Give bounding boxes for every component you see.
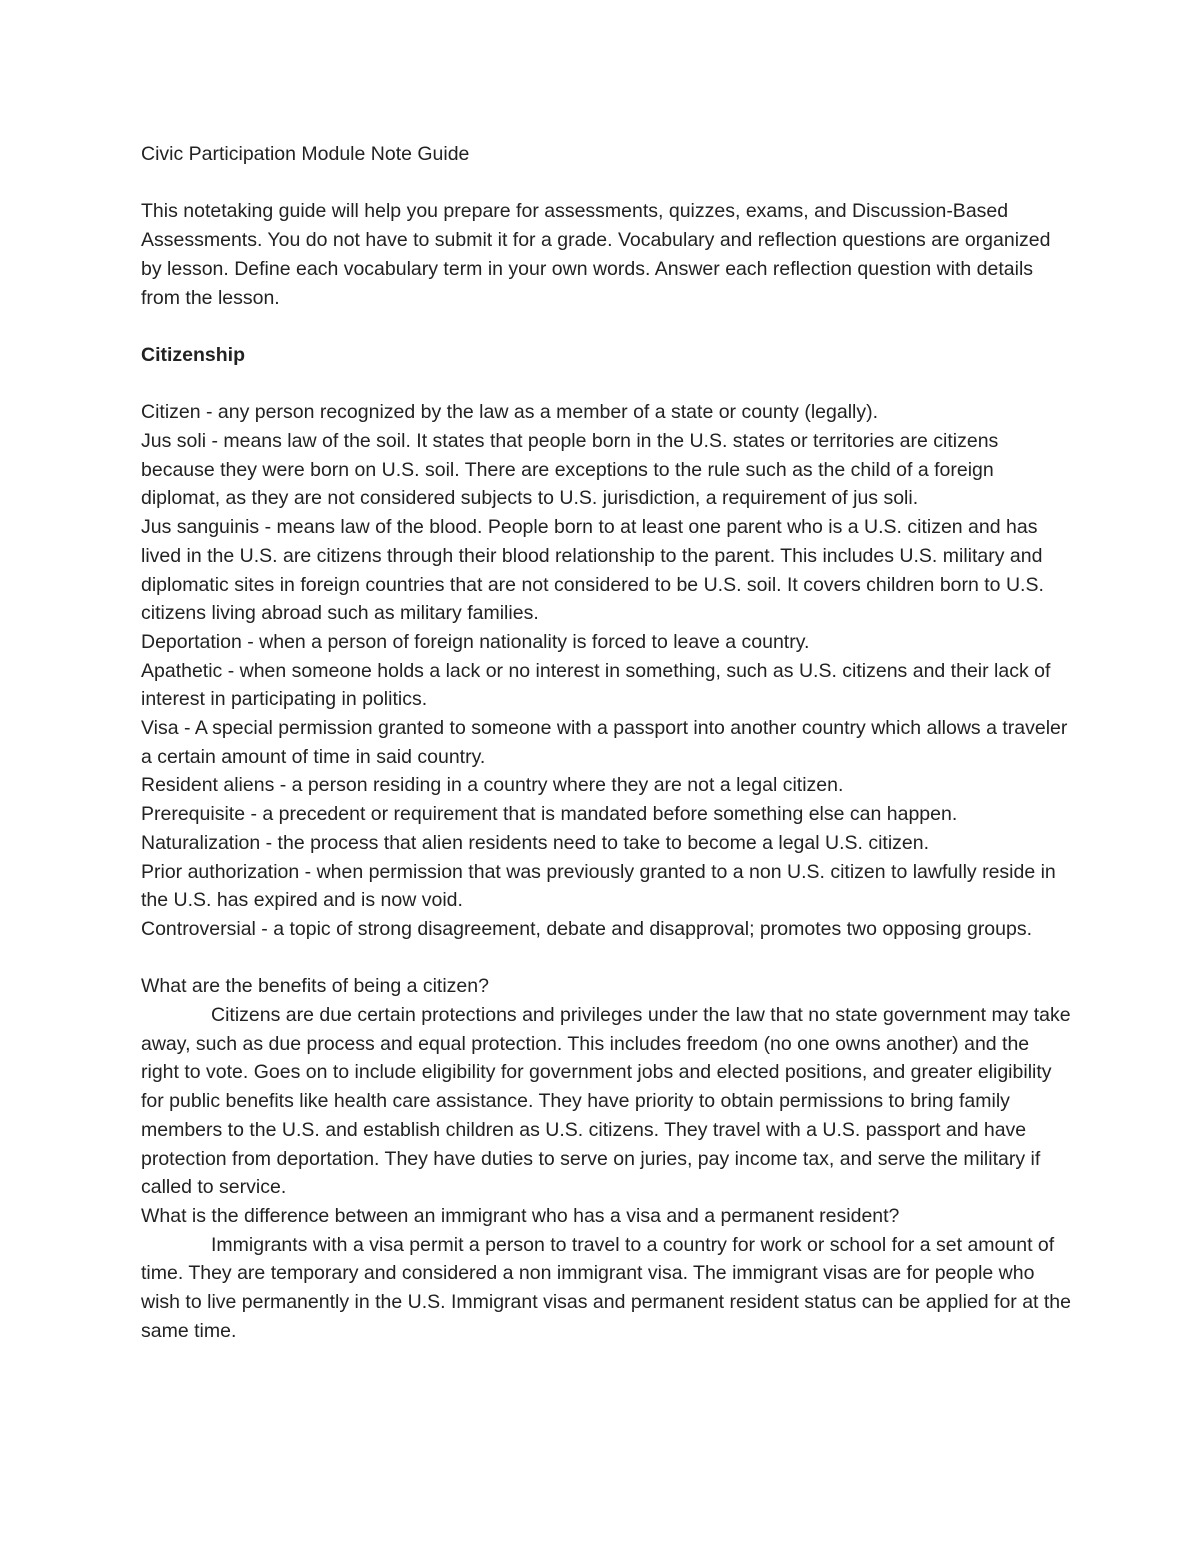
spacer bbox=[141, 169, 1071, 198]
vocab-visa: Visa - A special permission granted to someone with a passport into another country which allows a traveler a certain amount of time in said country. bbox=[141, 717, 1068, 768]
document-page bbox=[141, 140, 1071, 1345]
question-visa-difference: What is the difference between an immigrant who has a visa and a permanent resident? bbox=[141, 1204, 900, 1227]
vocab-deportation: Deportation - when a person of foreign nationality is forced to leave a country. bbox=[141, 630, 810, 653]
answer-visa-difference: Immigrants with a visa permit a person to travel to a country for work or school for a set amount of time. They are temporary and considered a non immigrant visa. The immigrant visas are for people who wish to live permanently in the U.S. Immigrant visas and permanent resident status can be applied for at the same time. bbox=[141, 1233, 1071, 1342]
vocab-prerequisite: Prerequisite - a precedent or requirement that is mandated before something else can happen. bbox=[141, 803, 958, 826]
intro-paragraph: This notetaking guide will help you prepare for assessments, quizzes, exams, and Discussion-Based Assessments. You do not have to submit it for a grade. Vocabulary and reflection questions are organized by lesson. Define each vocabulary term in your own words. Answer each reflection question with details from the lesson. bbox=[141, 200, 1051, 309]
vocab-prior-authorization: Prior authorization - when permission that was previously granted to a non U.S. citizen to lawfully reside in the U.S. has expired and is now void. bbox=[141, 860, 1056, 912]
reflection-questions bbox=[141, 972, 1071, 1345]
vocab-jus-soli: Jus soli - means law of the soil. It states that people born in the U.S. states or territories are citizens because they were born on U.S. soil. There are exceptions to the rule such as the child of a foreign diplomat, as they are not considered subjects to U.S. jurisdiction, a requirement of jus soli. bbox=[141, 429, 999, 510]
document-title: Civic Participation Module Note Guide bbox=[141, 143, 470, 165]
spacer bbox=[141, 944, 1071, 973]
spacer bbox=[141, 312, 1071, 341]
vocab-jus-sanguinis: Jus sanguinis - means law of the blood. People born to at least one parent who is a U.S. citizen and has lived in the U.S. are citizens through their blood relationship to the parent. This includes U.S. military and diplomatic sites in foreign countries that are not considered to be U.S. soil. It covers children born to U.S. citizens living abroad such as military families. bbox=[141, 516, 1044, 625]
vocabulary-list bbox=[141, 398, 1071, 943]
answer-benefits: Citizens are due certain protections and privileges under the law that no state government may take away, such as due process and equal protection. This includes freedom (no one owns another) and the right to vote. Goes on to include eligibility for government jobs and elected positions, and greater eligibility for public benefits like health care assistance. They have priority to obtain permissions to bring family members to the U.S. and establish children as U.S. citizens. They travel with a U.S. passport and have protection from deportation. They have duties to serve on juries, pay income tax, and serve the military if called to service. bbox=[141, 1004, 1071, 1199]
vocab-controversial: Controversial - a topic of strong disagreement, debate and disapproval; promotes two opposing groups. bbox=[141, 917, 1033, 940]
vocab-naturalization: Naturalization - the process that alien residents need to take to become a legal U.S. citizen. bbox=[141, 831, 930, 854]
question-benefits: What are the benefits of being a citizen? bbox=[141, 975, 489, 998]
vocab-resident-aliens: Resident aliens - a person residing in a country where they are not a legal citizen. bbox=[141, 774, 844, 797]
section-heading: Citizenship bbox=[141, 343, 246, 366]
spacer bbox=[141, 370, 1071, 399]
vocab-apathetic: Apathetic - when someone holds a lack or no interest in something, such as U.S. citizens and their lack of interest in participating in politics. bbox=[141, 659, 1051, 711]
vocab-citizen: Citizen - any person recognized by the law as a member of a state or county (legally). bbox=[141, 401, 879, 424]
